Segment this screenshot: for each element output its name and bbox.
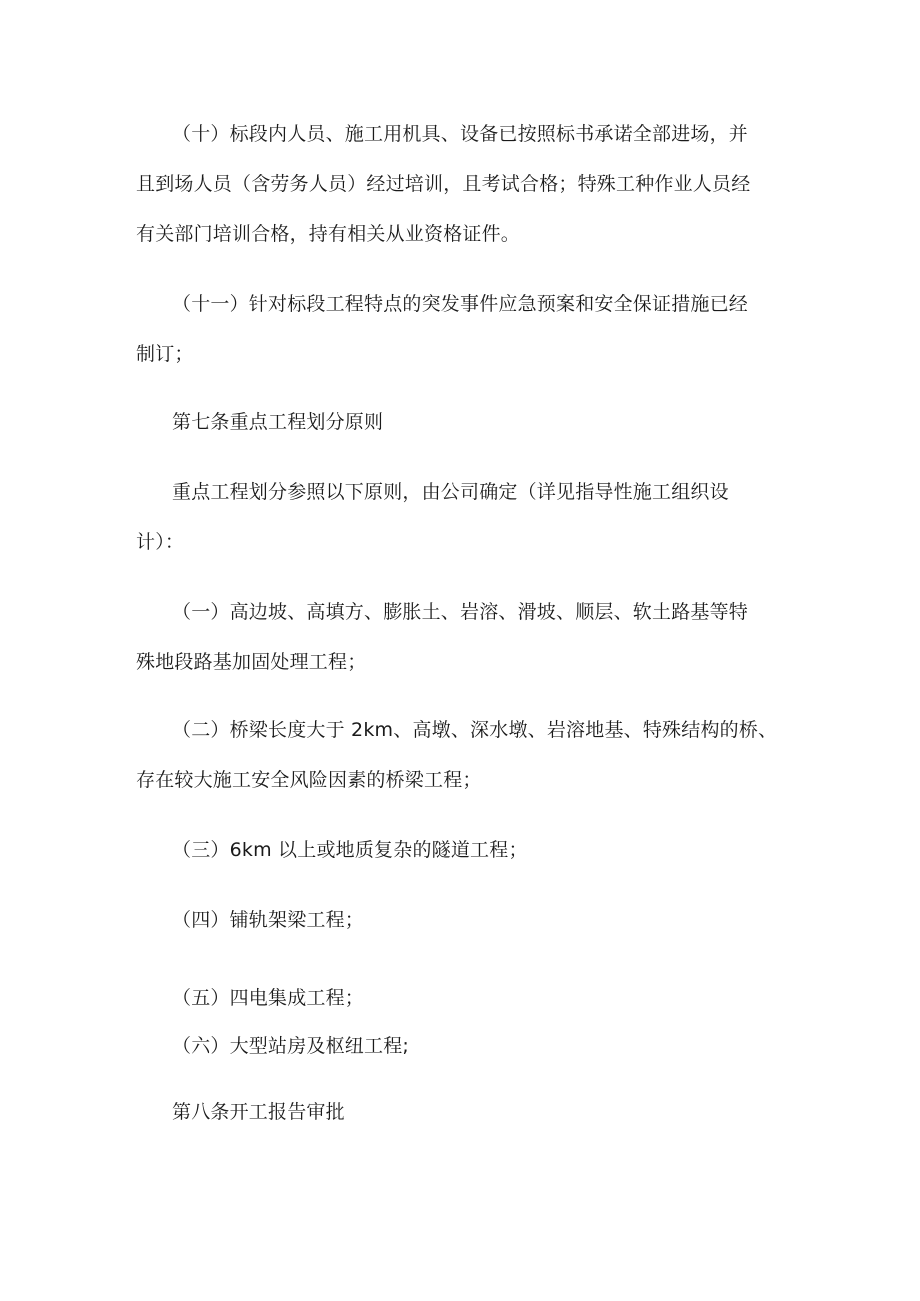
list-item-6: （六）大型站房及枢纽工程; xyxy=(172,1035,410,1057)
paragraph-10-line-2: 且到场人员（含劳务人员）经过培训，且考试合格；特殊工种作业人员经 xyxy=(136,173,751,195)
article-8-heading: 第八条开工报告审批 xyxy=(172,1101,345,1123)
list-item-3: （三）6km 以上或地质复杂的隧道工程； xyxy=(172,839,528,861)
list-item-2-line-2: 存在较大施工安全风险因素的桥梁工程； xyxy=(136,769,482,791)
list-item-2-line-1: （二）桥梁长度大于 2km、高墩、深水墩、岩溶地基、特殊结构的桥、 xyxy=(172,719,778,741)
list-item-5: （五）四电集成工程； xyxy=(172,987,365,1009)
article-7-intro-line-1: 重点工程划分参照以下原则，由公司确定（详见指导性施工组织设 xyxy=(172,481,729,503)
paragraph-10-line-3: 有关部门培训合格，持有相关从业资格证件。 xyxy=(136,223,521,245)
list-item-1-line-2: 殊地段路基加固处理工程； xyxy=(136,651,367,673)
list-item-1-line-1: （一）高边坡、高填方、膨胀土、岩溶、滑坡、顺层、软土路基等特 xyxy=(172,601,749,623)
list-item-4: （四）铺轨架梁工程； xyxy=(172,909,365,931)
article-7-intro-line-2: 计）： xyxy=(136,531,185,553)
paragraph-11-line-2: 制订； xyxy=(136,343,194,365)
paragraph-10-line-1: （十）标段内人员、施工用机具、设备已按照标书承诺全部进场，并 xyxy=(172,123,749,145)
paragraph-11-line-1: （十一）针对标段工程特点的突发事件应急预案和安全保证措施已经 xyxy=(172,293,749,315)
article-7-heading: 第七条重点工程划分原则 xyxy=(172,411,384,433)
